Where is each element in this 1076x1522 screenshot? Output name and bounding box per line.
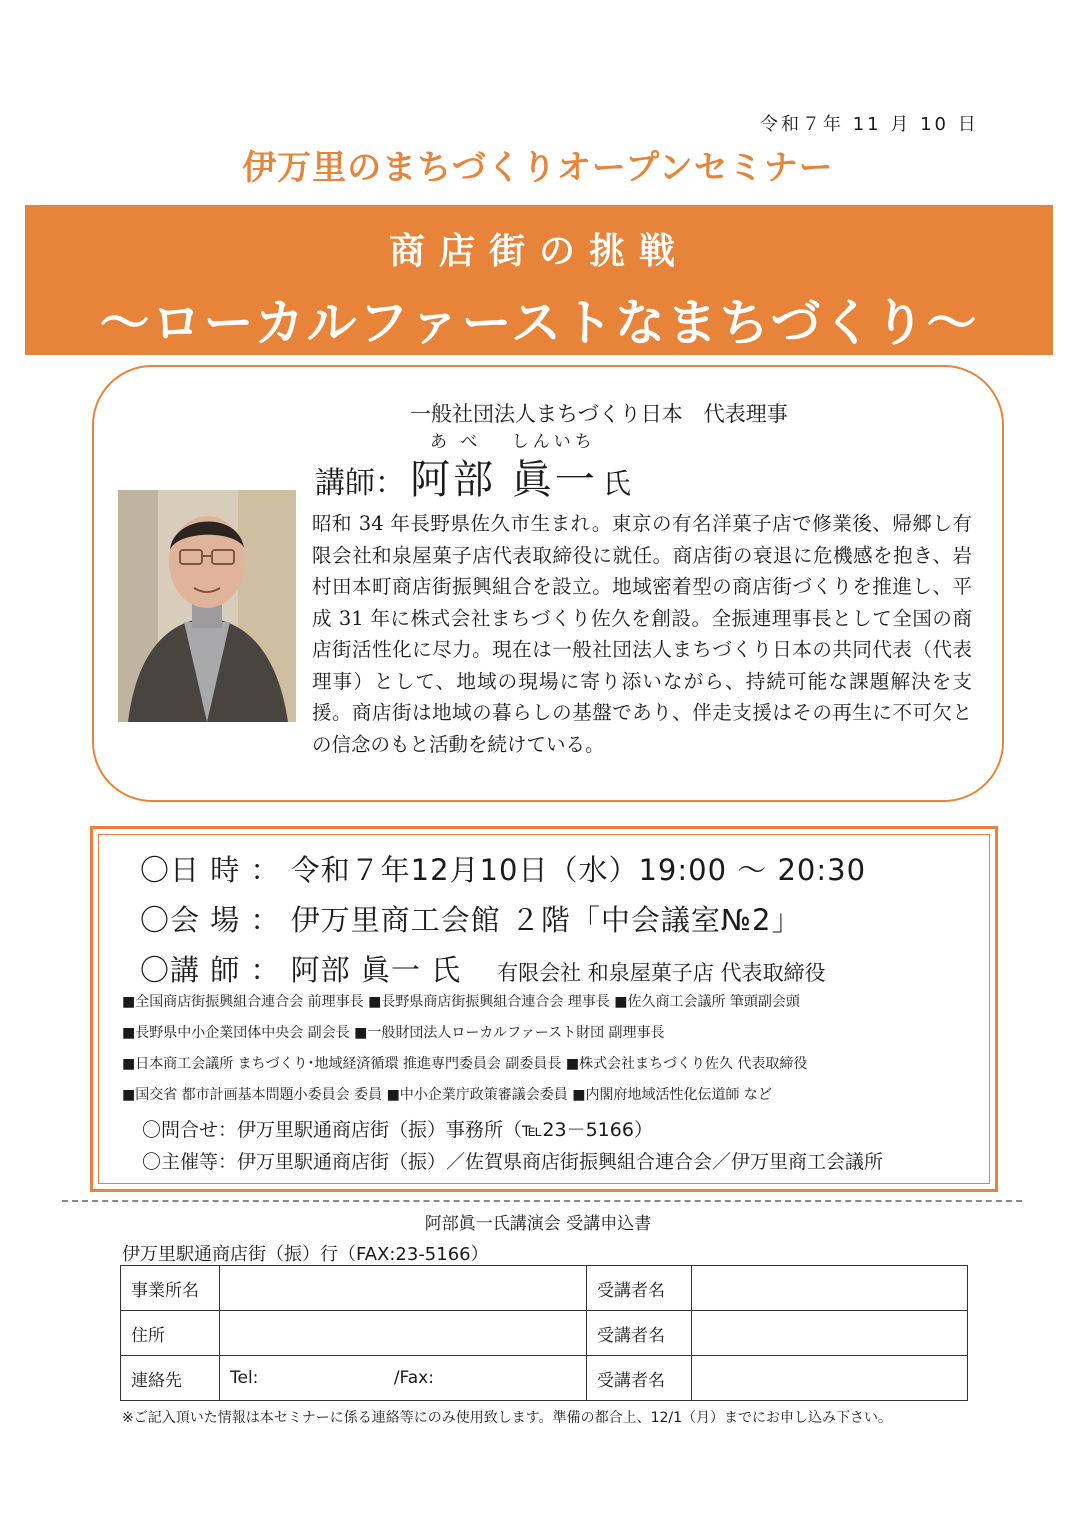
title-banner — [25, 205, 1053, 355]
issue-date: 令和７年 11 月 10 日 — [760, 114, 979, 135]
attendee-name-field[interactable] — [692, 1356, 968, 1401]
lecturer-name: 阿部 眞一 — [410, 457, 598, 503]
business-name-field[interactable] — [220, 1266, 587, 1311]
banner-main-title: ～ローカルファーストなまちづくり～ — [99, 294, 979, 352]
lecturer-organization: 一般社団法人まちづくり日本 代表理事 — [410, 402, 788, 426]
event-lecturer-line — [140, 948, 825, 989]
form-label: 受講者名 — [587, 1266, 692, 1311]
table-row — [121, 1356, 968, 1401]
event-lecturer-title: 有限会社 和泉屋菓子店 代表取締役 — [497, 961, 826, 985]
lecturer-honorific: 氏 — [602, 467, 631, 500]
application-form-table — [120, 1265, 968, 1401]
form-label: 受講者名 — [587, 1311, 692, 1356]
inquiry-contact: 〇問合せ：伊万里駅通商店街（振）事務所（℡23－5166） — [142, 1119, 653, 1141]
career-line: ■全国商店街振興組合連合会 前理事長 ■長野県商店街振興組合連合会 理事長 ■佐久商工会議所 筆頭副会頭 — [122, 994, 800, 1010]
banner-subtitle: 商店街の挑戦 — [388, 231, 689, 272]
lecturer-label: 講師： — [315, 466, 405, 501]
attendee-name-field[interactable] — [692, 1311, 968, 1356]
table-row — [121, 1311, 968, 1356]
lecturer-bio: 昭和 34 年長野県佐久市生まれ。東京の有名洋菓子店で修業後、帰郷し有限会社和泉屋菓子店代表取締役に就任。商店街の衰退に危機感を抱き、岩村田本町商店街振興組合を設立。地域密着型の商店街づくりを推進し、平成 31 年に株式会社まちづくり佐久を創設。全振連理事長として全国の商店街活性化に尽力。現在は一般社団法人まちづくり日本の共同代表（代表理事）として、地域の現場に寄り添いながら、持続可能な課題解決を支援。商店街は地域の暮らしの基盤であり、伴走支援はその再生に不可欠との信念のもと活動を続けている。 — [312, 512, 972, 756]
attendee-name-field[interactable] — [692, 1266, 968, 1311]
event-venue: 〇会 場 ： 伊万里商工会館 ２階「中会議室№2」 — [140, 903, 802, 937]
tel-label: Tel: — [230, 1368, 259, 1388]
table-row — [121, 1266, 968, 1311]
lecturer-portrait-illustration — [118, 490, 296, 722]
cut-line — [62, 1200, 1022, 1202]
event-lecturer-name: 〇講 師 ： 阿部 眞一 氏 — [140, 953, 462, 987]
form-footnote: ※ご記入頂いた情報は本セミナーに係る連絡等にのみ使用致します。準備の都合上、12/1（月）までにお申し込み下さい。 — [122, 1410, 893, 1426]
form-label: 住所 — [121, 1311, 220, 1356]
organizer: 〇主催等：伊万里駅通商店街（振）／佐賀県商店街振興組合連合会／伊万里商工会議所 — [142, 1151, 884, 1173]
address-field[interactable] — [220, 1311, 587, 1356]
event-datetime: 〇日 時 ： 令和７年12月10日（水）19:00 ～ 20:30 — [140, 853, 867, 887]
form-label: 連絡先 — [121, 1356, 220, 1401]
form-label: 事業所名 — [121, 1266, 220, 1311]
contact-field[interactable] — [220, 1356, 587, 1401]
lecturer-heading — [315, 448, 631, 505]
form-label: 受講者名 — [587, 1356, 692, 1401]
career-line: ■国交省 都市計画基本問題小委員会 委員 ■中小企業庁政策審議会委員 ■内閣府地域活性化伝道師 など — [122, 1087, 772, 1103]
lecturer-name-furigana: あ べ しんいち — [430, 432, 596, 452]
lecturer-photo — [118, 490, 296, 722]
fax-label: /Fax: — [393, 1368, 434, 1388]
form-title: 阿部眞一氏講演会 受講申込書 — [424, 1214, 652, 1234]
career-line: ■日本商工会議所 まちづくり･地域経済循環 推進専門委員会 副委員長 ■株式会社まちづくり佐久 代表取締役 — [122, 1056, 808, 1072]
career-line: ■長野県中小企業団体中央会 副会長 ■一般財団法人ローカルファースト財団 副理事長 — [122, 1025, 665, 1041]
form-addressee: 伊万里駅通商店街（振）行（FAX:23-5166） — [122, 1244, 489, 1265]
seminar-title: 伊万里のまちづくりオープンセミナー — [242, 148, 834, 188]
